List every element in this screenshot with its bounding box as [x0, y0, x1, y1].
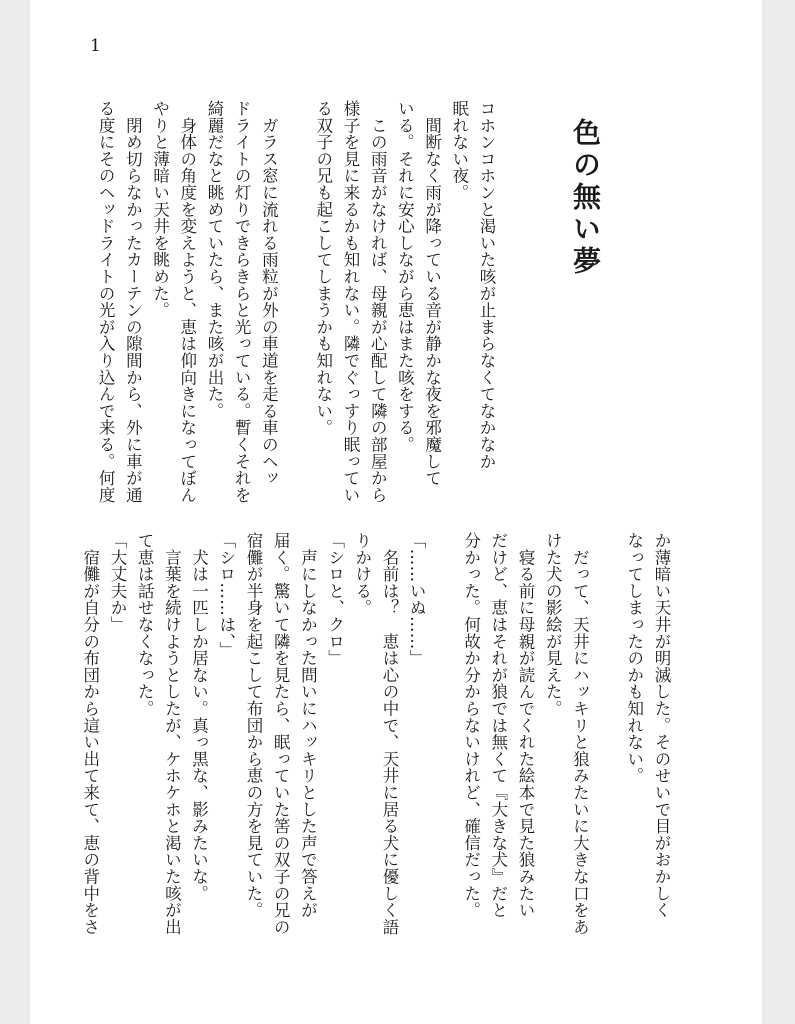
page-number: 1	[90, 36, 101, 56]
text-line: 間断なく雨が降っている音が静かな夜を邪魔して	[422, 100, 442, 487]
blank-line	[593, 532, 620, 962]
text-line: やりと薄暗い天井を眺めた。	[150, 100, 170, 319]
text-line: ガラス窓に流れる雨粒が外の車道を走る車のヘッ	[259, 100, 279, 487]
text-line: る双子の兄も起こしてしまうかも知れない。	[313, 100, 333, 436]
text-line: だって、天井にハッキリと狼みたいに大きな口をあ	[570, 532, 590, 936]
text-line: 声にしなかった問いにハッキリとした声で答えが	[298, 532, 318, 919]
text-line: 名前は？ 恵は心の中で、天井に居る犬に優しく語	[379, 532, 399, 936]
text-line: けた犬の影絵が見えた。	[543, 532, 563, 717]
text-line: 言葉を続けようとしたが、ケホケホと渇いた咳が出	[162, 532, 182, 936]
blank-line	[430, 532, 457, 962]
text-line: いる。それに安心しながら恵はまた咳をする。	[395, 100, 415, 453]
text-line: 届く。驚いて隣を見たら、眠っていた筈の双子の兄の	[271, 532, 291, 936]
text-line: ドライトの灯りできらきらと光っている。暫くそれを	[232, 100, 252, 504]
text-line: る度にそのヘッドライトの光が入り込んで来る。何度	[96, 100, 116, 504]
text-line: 様子を見に来るかも知れない。隣でぐっすり眠ってい	[340, 100, 360, 504]
text-line: 「……いぬ……」	[407, 532, 427, 667]
text-line: 宿儺が自分の布団から這い出て来て、恵の背中をさ	[80, 532, 100, 936]
text-line: 綺麗だなと眺めていたら、また咳が出た。	[204, 100, 224, 420]
text-line: 閉め切らなかったカーテンの隙間から、外に車が通	[123, 100, 143, 504]
text-line: 宿儺が半身を起こして布団から恵の方を見ていた。	[243, 532, 263, 919]
text-line: 身体の角度を変えようと、恵は仰向きになってぼん	[177, 100, 197, 504]
text-line: 「シロ……は、」	[216, 532, 236, 659]
text-line: 寝る前に母親が読んでくれた絵本で見た狼みたい	[515, 532, 535, 919]
text-line: だけど、恵はそれが狼では無くて『大きな犬』だと	[488, 532, 508, 919]
text-line: 「大丈夫か」	[107, 532, 127, 633]
text-line: 眠れない夜。	[449, 100, 469, 201]
text-line: なってしまったのかも知れない。	[624, 532, 644, 784]
story-title: 色の無い夢	[569, 118, 602, 278]
upper-text-block	[92, 100, 500, 520]
text-line: 犬は一匹しか居ない。真っ黒な、影みたいな。	[189, 532, 209, 902]
text-line: 「シロと、クロ」	[325, 532, 345, 667]
page	[30, 0, 762, 1024]
text-line: りかける。	[352, 532, 372, 616]
text-line: 分かった。何故か分からないけれど、確信だった。	[461, 532, 481, 919]
lower-text-block	[77, 532, 675, 962]
text-line: この雨音がなければ、母親が心配して隣の部屋から	[368, 100, 388, 504]
text-line: コホンコホンと渇いた咳が止まらなくてなかなか	[477, 100, 496, 470]
blank-line	[282, 100, 309, 520]
text-line: て恵は話せなくなった。	[135, 532, 155, 717]
text-line: か薄暗い天井が明滅した。そのせいで目がおかしく	[652, 532, 671, 919]
